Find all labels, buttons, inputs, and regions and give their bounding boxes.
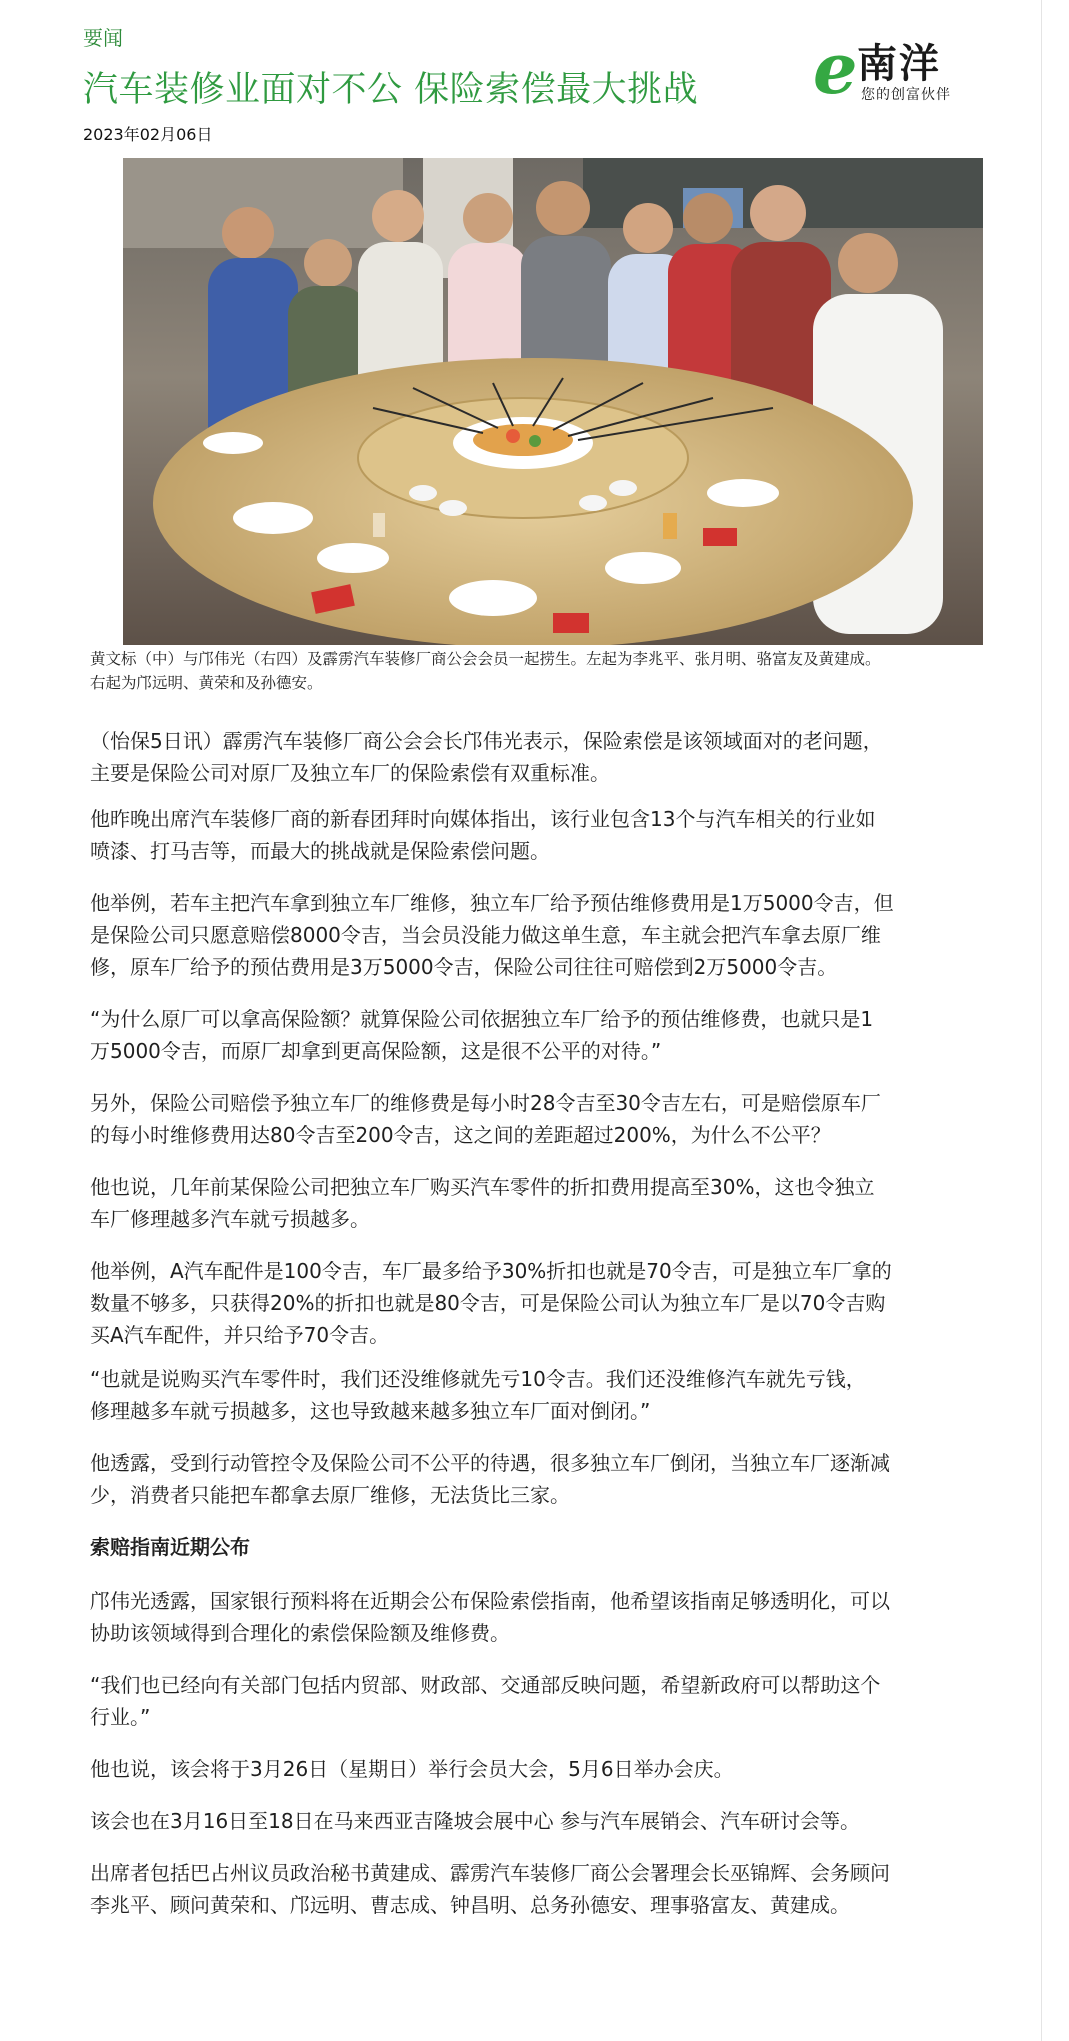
caption-line: 右起为邝远明、黄荣和及孙德安。 <box>90 674 323 692</box>
article-title: 汽车装修业面对不公 保险索偿最大挑战 <box>83 70 699 110</box>
paragraph-7: 他举例，A汽车配件是100令吉，车厂最多给予30%折扣也就是70令吉，可是独立车厂拿的 数量不够多，只获得20%的折扣也就是80令吉，可是保险公司认为独立车厂是以70令吉购 买A汽车配件，并只给予70令吉。 <box>90 1259 892 1347</box>
paragraph-4: “为什么原厂可以拿高保险额？就算保险公司依据独立车厂给予的预估维修费，也就只是1 万5000令吉，而原厂却拿到更高保险额，这是很不公平的对待。” <box>90 1007 874 1063</box>
section-label[interactable]: 要闻 <box>83 26 123 50</box>
paragraph-12: 他也说，该会将于3月26日（星期日）举行会员大会，5月6日举办会庆。 <box>90 1757 734 1781</box>
photo-caption <box>90 647 990 695</box>
paragraph-2: 他昨晚出席汽车装修厂商的新春团拜时向媒体指出，该行业包含13个与汽车相关的行业如 喷漆、打马吉等，而最大的挑战就是保险索偿问题。 <box>90 807 876 863</box>
section-subheading: 索赔指南近期公布 <box>90 1535 250 1559</box>
paragraph-9: 他透露，受到行动管控令及保险公司不公平的待遇，很多独立车厂倒闭，当独立车厂逐渐减 少，消费者只能把车都拿去原厂维修，无法货比三家。 <box>90 1451 890 1507</box>
nanyang-logo[interactable] <box>813 27 983 110</box>
logo-name: 南洋 <box>857 41 941 87</box>
caption-line: 黄文标（中）与邝伟光（右四）及霹雳汽车装修厂商公会会员一起捞生。左起为李兆平、张月明、骆富友及黄建成。 <box>90 650 881 668</box>
paragraph-3: 他举例，若车主把汽车拿到独立车厂维修，独立车厂给予预估维修费用是1万5000令吉，但 是保险公司只愿意赔偿8000令吉，当会员没能力做这单生意，车主就会把汽车拿去原厂维 修，原车厂给予的预估费用是3万5000令吉，保险公司往往可赔偿到2万5000令吉。 <box>90 891 894 979</box>
paragraph-6: 他也说，几年前某保险公司把独立车厂购买汽车零件的折扣费用提高至30%，这也令独立 车厂修理越多汽车就亏损越多。 <box>90 1175 875 1231</box>
paragraph-13: 该会也在3月16日至18日在马来西亚吉隆坡会展中心 参与汽车展销会、汽车研讨会等。 <box>90 1809 860 1833</box>
paragraph-5: 另外，保险公司赔偿予独立车厂的维修费是每小时28令吉至30令吉左右，可是赔偿原车厂 的每小时维修费用达80令吉至200令吉，这之间的差距超过200%，为什么不公平？ <box>90 1091 881 1147</box>
publish-date: 2023年02月06日 <box>83 125 213 144</box>
news-photo <box>123 158 983 645</box>
paragraph-11: “我们也已经向有关部门包括内贸部、财政部、交通部反映问题，希望新政府可以帮助这个 行业。” <box>90 1673 881 1729</box>
paragraph-10: 邝伟光透露，国家银行预料将在近期会公布保险索偿指南，他希望该指南足够透明化，可以 协助该领域得到合理化的索偿保险额及维修费。 <box>90 1589 890 1645</box>
news-photo-illustration <box>123 158 983 645</box>
article-body <box>90 725 1000 1921</box>
paragraph-1: （怡保5日讯）霹雳汽车装修厂商公会会长邝伟光表示，保险索偿是该领域面对的老问题， 主要是保险公司对原厂及独立车厂的保险索偿有双重标准。 <box>90 729 883 785</box>
logo-tagline: 您的创富伙伴 <box>861 87 951 103</box>
logo-e-mark: e <box>813 27 858 110</box>
page-edge-rule <box>1041 0 1042 2041</box>
paragraph-8: “也就是说购买汽车零件时，我们还没维修就先亏10令吉。我们还没维修汽车就先亏钱， 修理越多车就亏损越多，这也导致越来越多独立车厂面对倒闭。” <box>90 1367 866 1423</box>
paragraph-14: 出席者包括巴占州议员政治秘书黄建成、霹雳汽车装修厂商公会署理会长巫锦辉、会务顾问 李兆平、顾问黄荣和、邝远明、曹志成、钟昌明、总务孙德安、理事骆富友、黄建成。 <box>90 1861 890 1917</box>
